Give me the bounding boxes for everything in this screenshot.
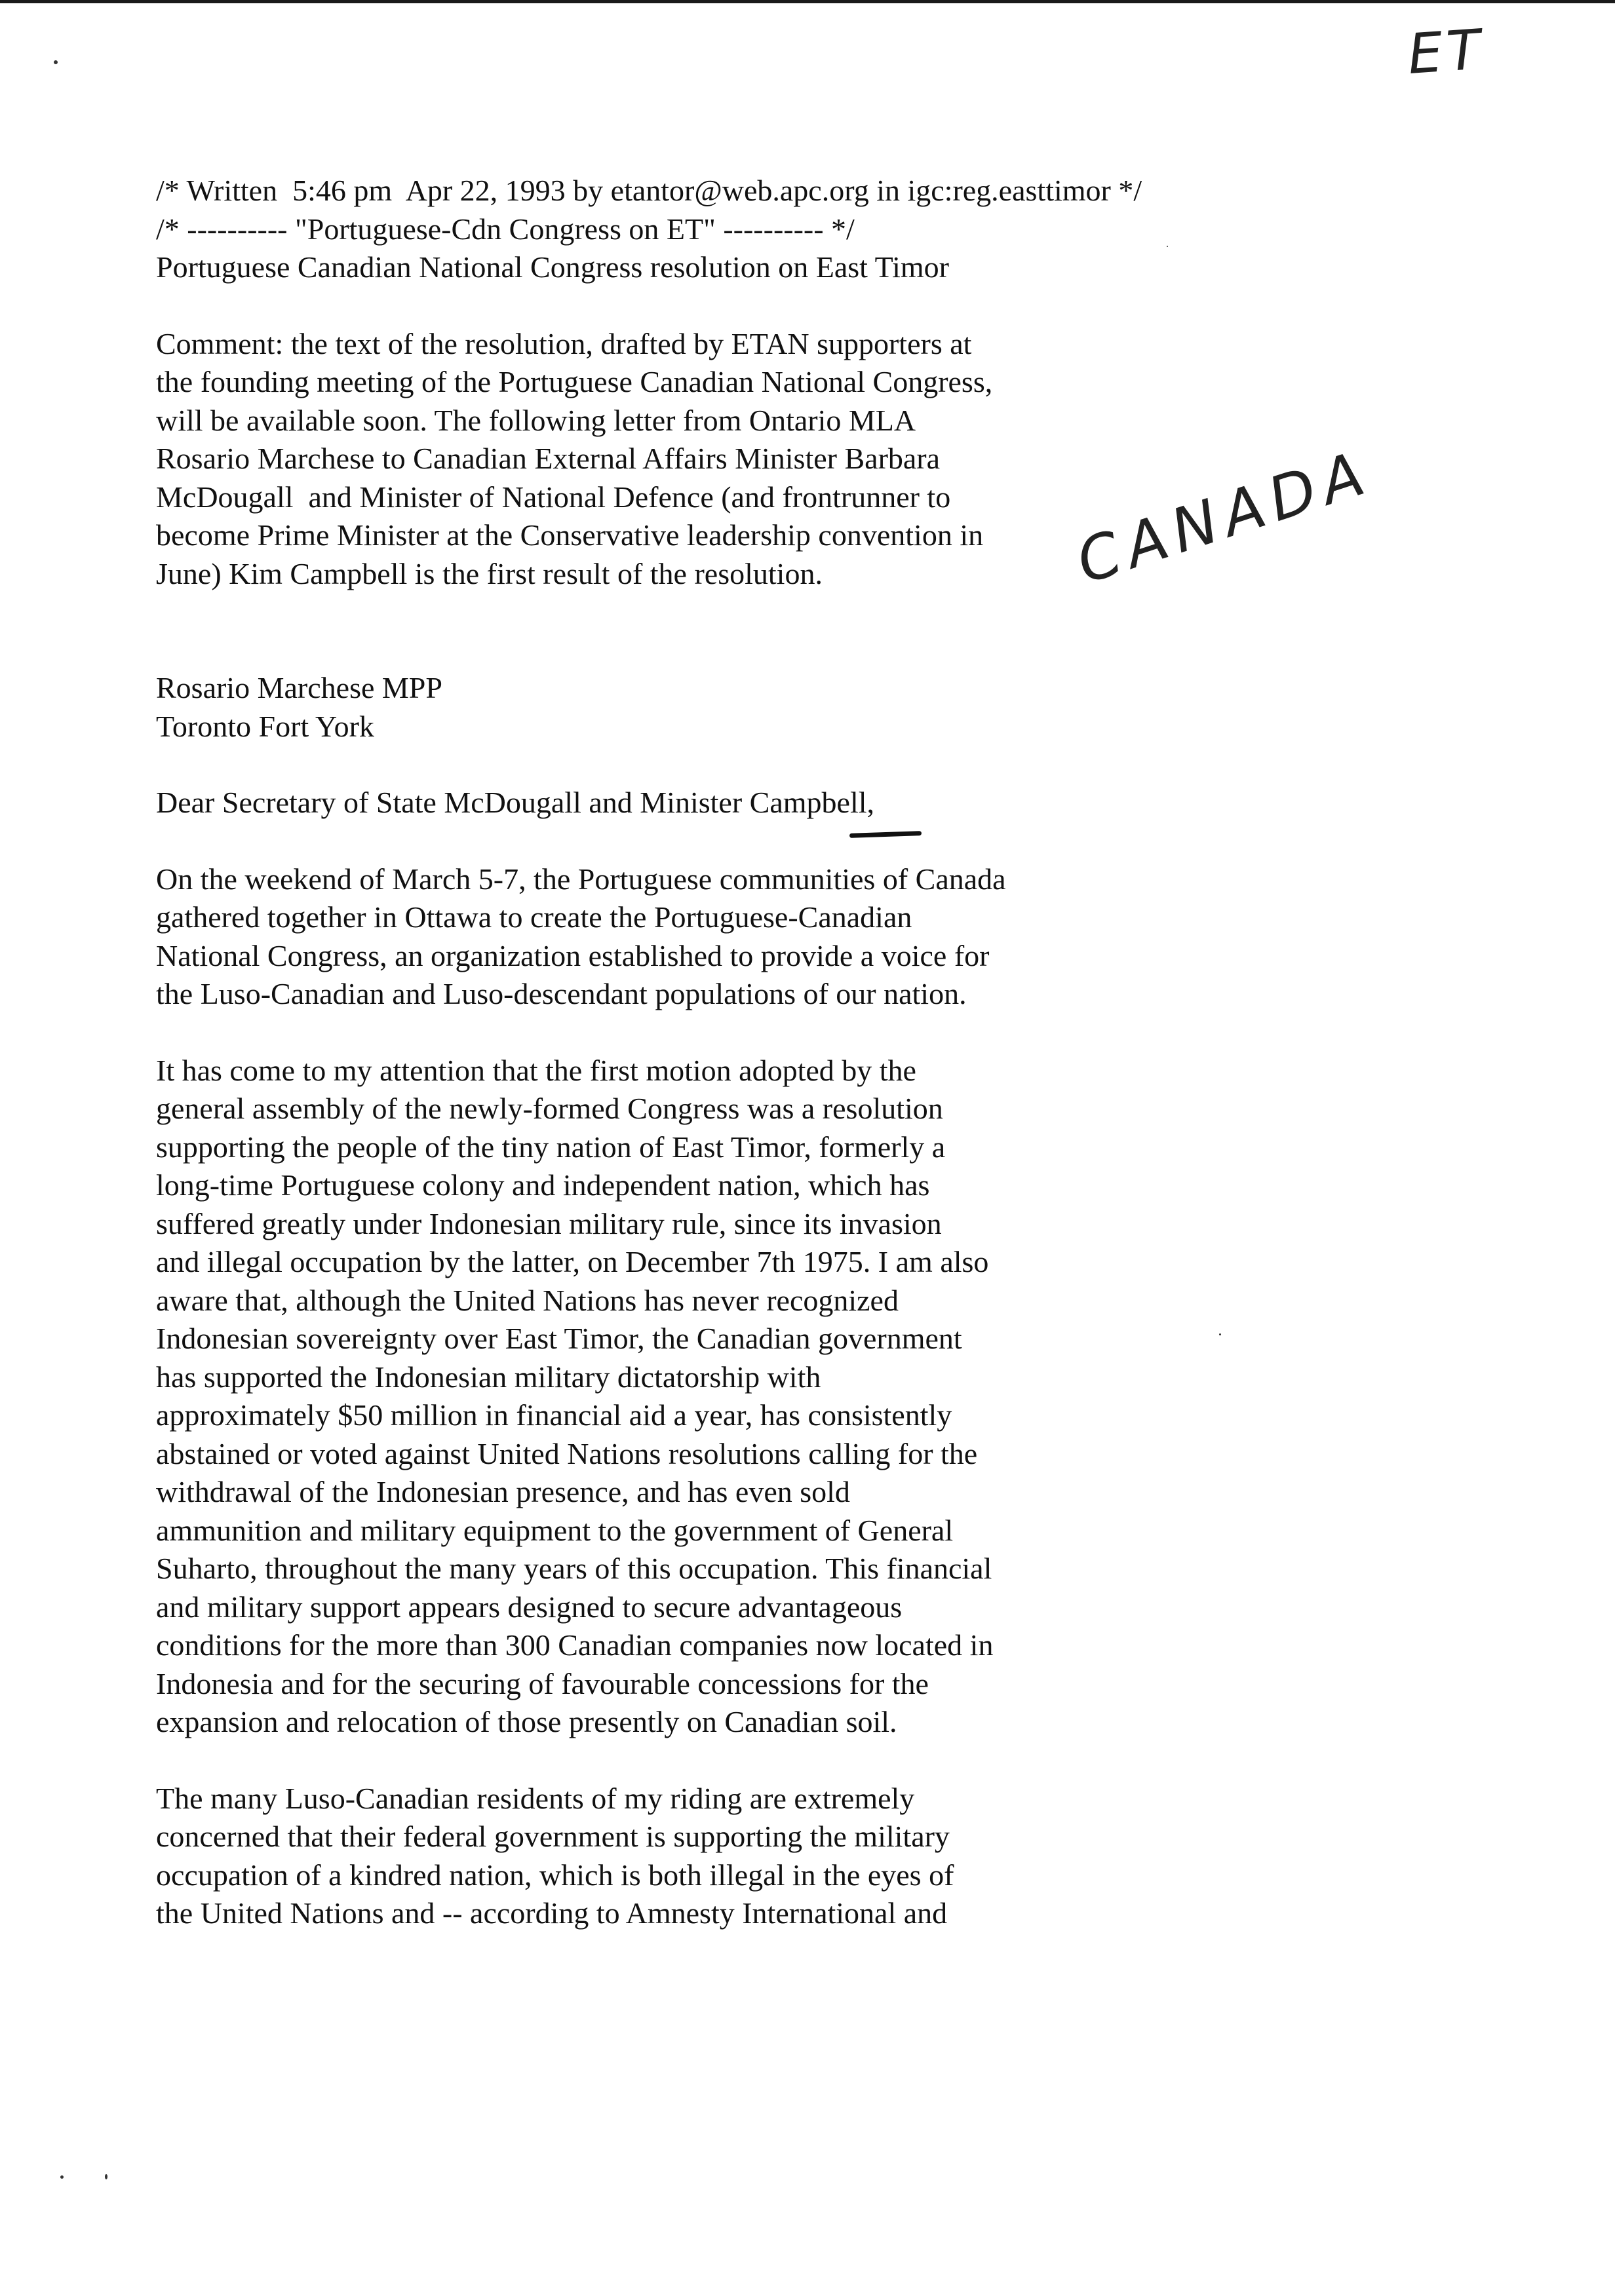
paragraph-line: withdrawal of the Indonesian presence, and has even sold [156, 1475, 850, 1508]
paragraph-line: supporting the people of the tiny nation of East Timor, formerly a [156, 1130, 946, 1164]
sender-block [156, 669, 1310, 746]
scan-speck [54, 60, 58, 64]
paragraph-line: It has come to my attention that the first motion adopted by the [156, 1053, 916, 1087]
comment-line: will be available soon. The following letter from Ontario MLA [156, 403, 916, 437]
sender-riding: Toronto Fort York [156, 709, 374, 743]
comment-line: Comment: the text of the resolution, drafted by ETAN supporters at [156, 326, 972, 360]
comment-line: Rosario Marchese to Canadian External Affairs Minister Barbara [156, 442, 941, 475]
letter-paragraph-2 [156, 1052, 1310, 1742]
paragraph-line: abstained or voted against United Nations resolutions calling for the [156, 1436, 978, 1470]
document-body [156, 172, 1310, 1933]
paragraph-line: the Luso-Canadian and Luso-descendant populations of our nation. [156, 977, 967, 1010]
paragraph-line: has supported the Indonesian military dictatorship with [156, 1360, 821, 1394]
letter-paragraph-1 [156, 860, 1310, 1014]
comment-line: June) Kim Campbell is the first result of the resolution. [156, 556, 823, 590]
paragraph-line: conditions for the more than 300 Canadian companies now located in [156, 1628, 994, 1662]
paragraph-line: expansion and relocation of those presently on Canadian soil. [156, 1705, 897, 1738]
header-subject-line: /* ---------- "Portuguese-Cdn Congress on ET" ---------- */ [156, 212, 855, 246]
scan-speck [60, 2175, 64, 2179]
scan-top-edge [0, 0, 1615, 3]
salutation: Dear Secretary of State McDougall and Minister Campbell, [156, 786, 875, 819]
comment-line: the founding meeting of the Portuguese Canadian National Congress, [156, 365, 993, 398]
paragraph-line: and military support appears designed to secure advantageous [156, 1590, 903, 1624]
paragraph-line: gathered together in Ottawa to create the Portuguese-Canadian [156, 900, 912, 934]
paragraph-line: Suharto, throughout the many years of this occupation. This financial [156, 1552, 992, 1585]
paragraph-line: ammunition and military equipment to the government of General [156, 1513, 954, 1547]
paragraph-line: suffered greatly under Indonesian military rule, since its invasion [156, 1206, 942, 1240]
paragraph-line: and illegal occupation by the latter, on December 7th 1975. I am also [156, 1245, 989, 1278]
letter-paragraph-3 [156, 1780, 1310, 1933]
paragraph-line: National Congress, an organization established to provide a voice for [156, 938, 990, 972]
document-title: Portuguese Canadian National Congress resolution on East Timor [156, 250, 949, 284]
paragraph-line: occupation of a kindred nation, which is both illegal in the eyes of [156, 1858, 954, 1892]
paragraph-line: the United Nations and -- according to Amnesty International and [156, 1896, 948, 1930]
paragraph-line: long-time Portuguese colony and independent nation, which has [156, 1168, 930, 1202]
paragraph-line: approximately $50 million in financial aid a year, has consistently [156, 1398, 952, 1432]
handwritten-canada-annotation: CANADA [1068, 436, 1380, 598]
comment-paragraph [156, 325, 1310, 594]
paragraph-line: general assembly of the newly-formed Congress was a resolution [156, 1092, 943, 1125]
scan-speck [105, 2174, 107, 2179]
paragraph-line: The many Luso-Canadian residents of my riding are extremely [156, 1781, 915, 1815]
paragraph-line: Indonesian sovereignty over East Timor, the Canadian government [156, 1322, 962, 1355]
paragraph-line: On the weekend of March 5-7, the Portuguese communities of Canada [156, 862, 1006, 896]
paragraph-line: concerned that their federal government is supporting the military [156, 1820, 950, 1853]
message-header [156, 172, 1310, 287]
comment-line: McDougall and Minister of National Defence (and frontrunner to [156, 480, 951, 514]
header-written-line: /* Written 5:46 pm Apr 22, 1993 by etantor@web.apc.org in igc:reg.easttimor */ [156, 174, 1142, 207]
handwritten-et-annotation: ET [1405, 17, 1487, 86]
sender-name: Rosario Marchese MPP [156, 671, 442, 704]
paragraph-line: Indonesia and for the securing of favourable concessions for the [156, 1666, 929, 1700]
comment-line: become Prime Minister at the Conservative leadership convention in [156, 518, 984, 552]
paragraph-line: aware that, although the United Nations has never recognized [156, 1283, 899, 1317]
